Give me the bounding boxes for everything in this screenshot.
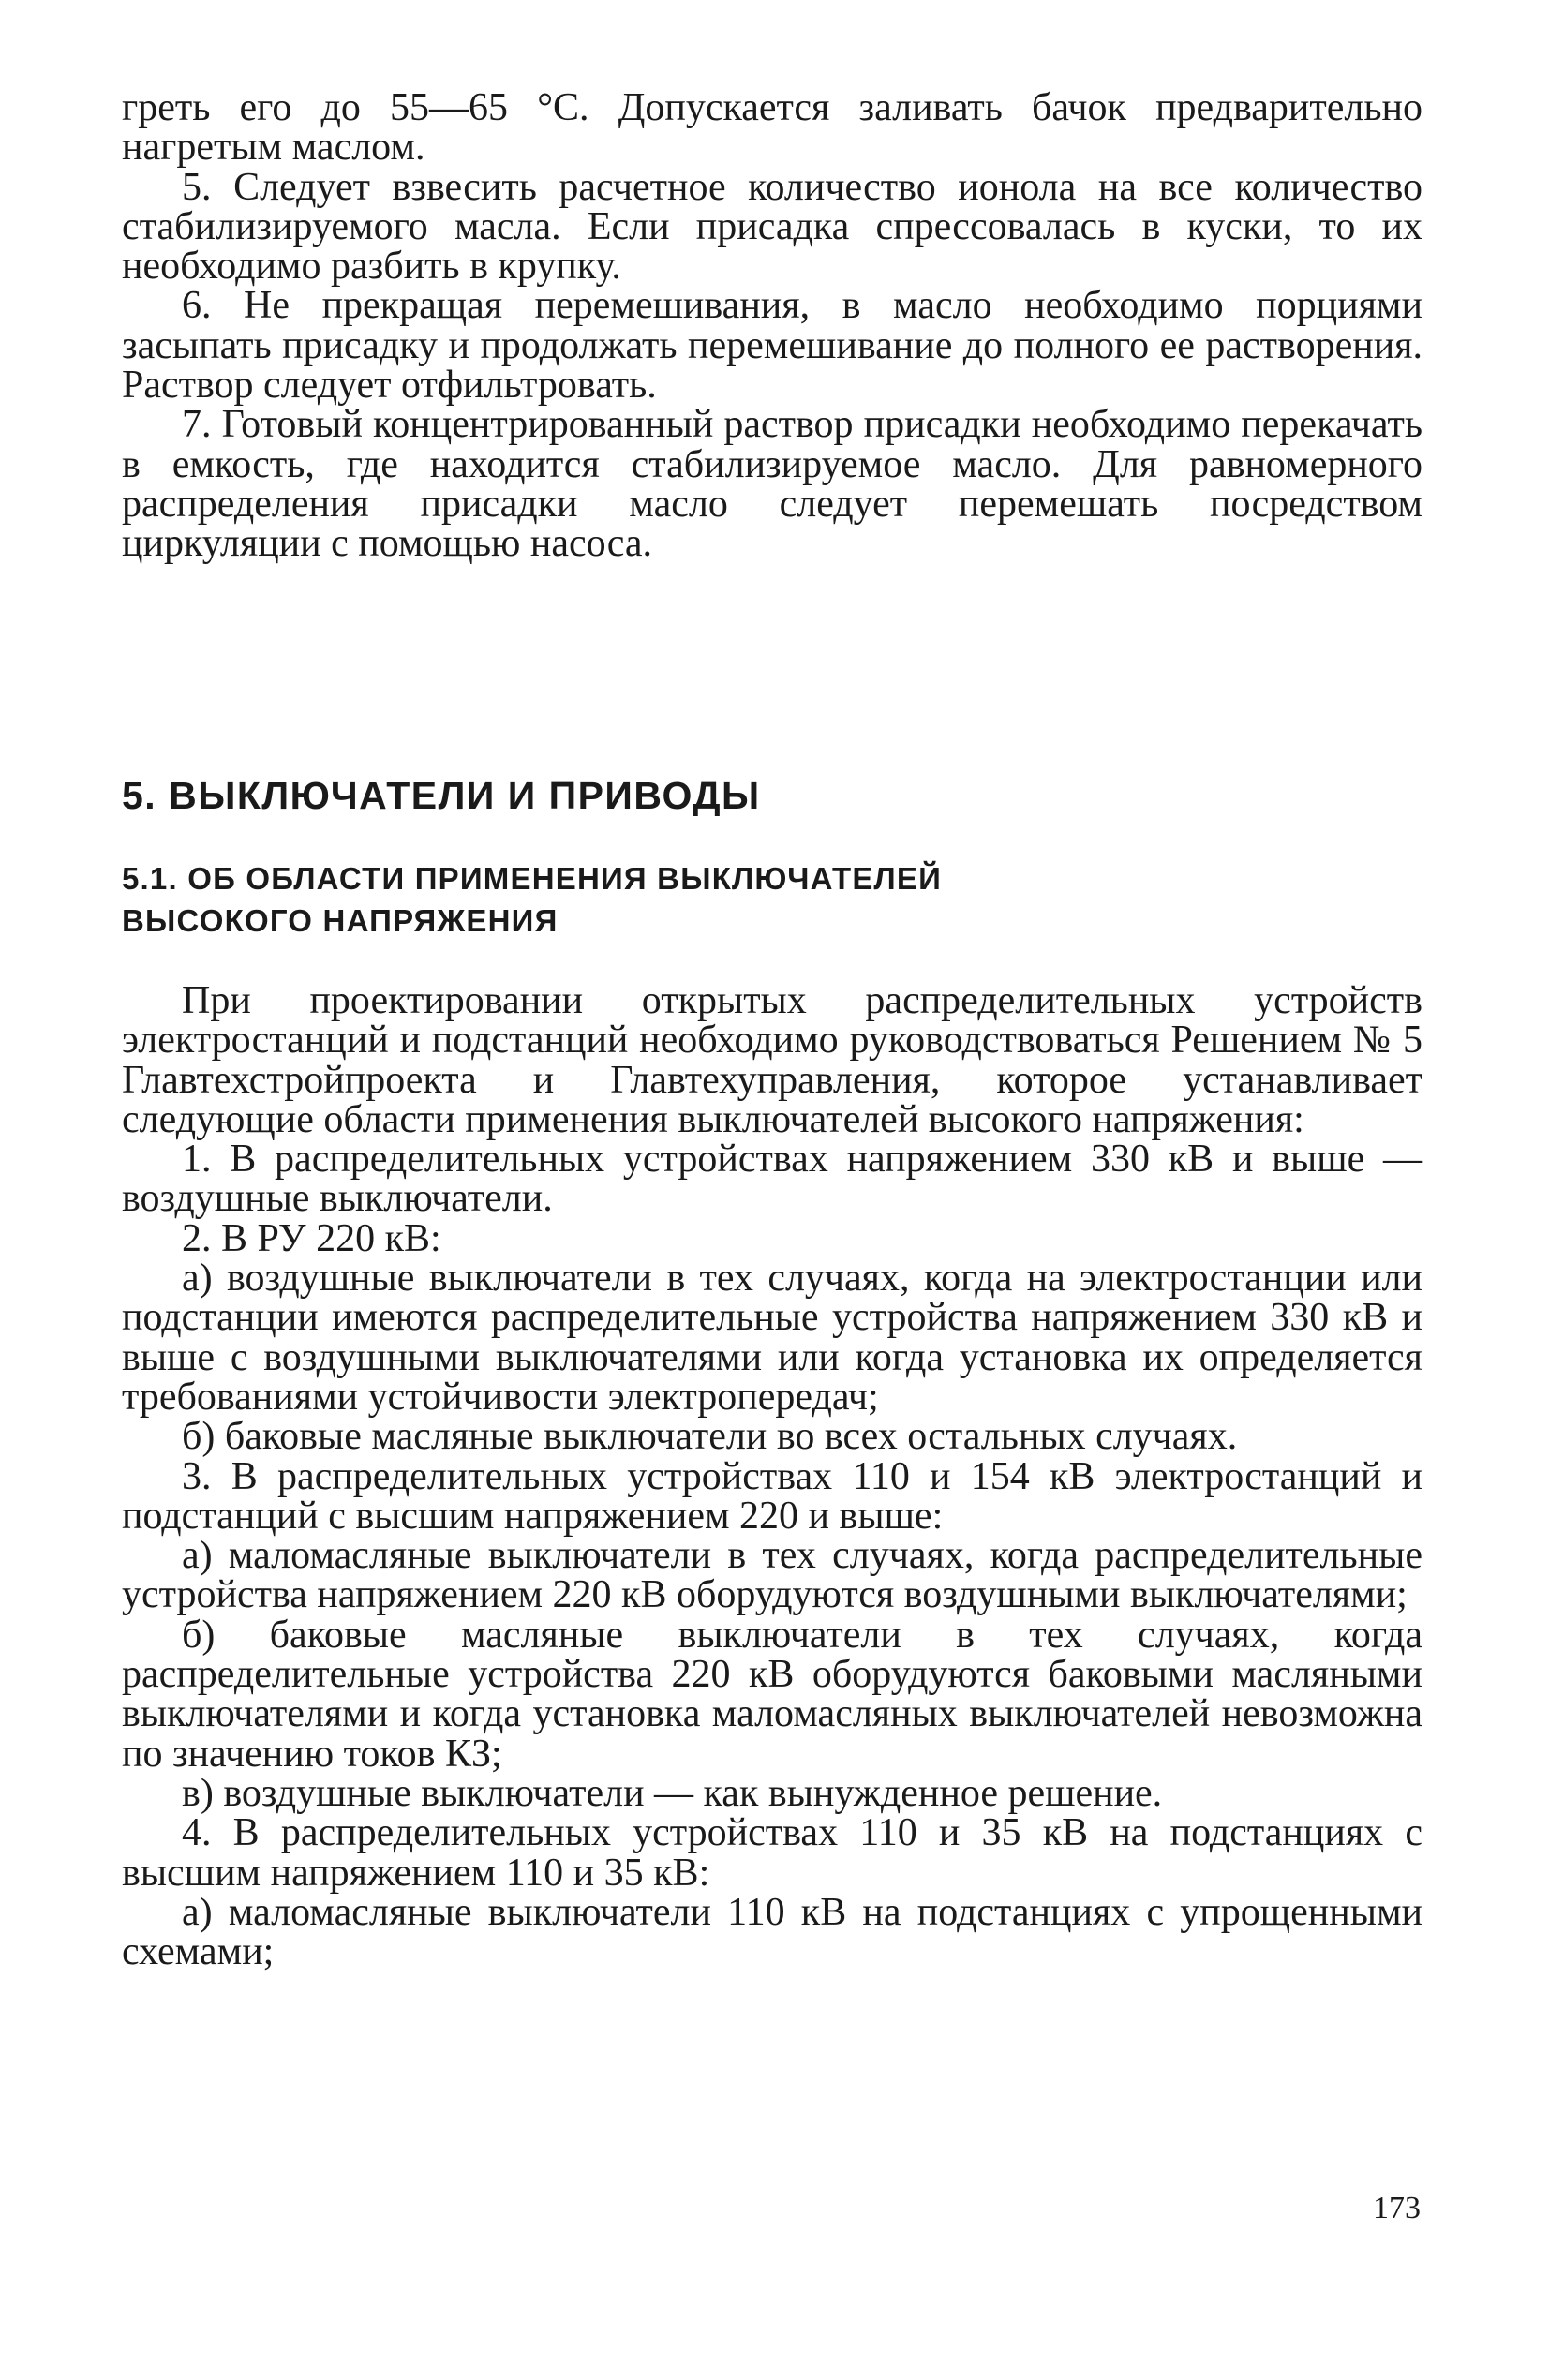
main-text-block [122, 979, 1422, 1974]
list-item-4: 4. В распределительных устройствах 110 и 35 кВ на подстанциях с высшим напряжением 110 и 35 кВ: [122, 1811, 1422, 1895]
list-item-4a: а) маломасляные выключатели 110 кВ на подстанциях с упрощенными схемами; [122, 1890, 1422, 1974]
list-item-3c: в) воздушные выключатели — как вынужденное решение. [182, 1771, 1163, 1815]
paragraph-step-7: 7. Готовый концентрированный раствор присадки необходимо перекачать в емкость, где находится стабилизируемое масло. Для равномерного распределения присадки масло следует перемешать посредством циркуляции с помощью насоса. [122, 403, 1422, 566]
page-number: 173 [1373, 2191, 1421, 2225]
list-item-1: 1. В распределительных устройствах напряжением 330 кВ и выше — воздушные выключатели. [122, 1138, 1422, 1221]
paragraph-step-5: 5. Следует взвесить расчетное количество ионола на все количество стабилизируемого масла. Если присадка спрессовалась в куски, то их необходимо разбить в крупку. [122, 165, 1422, 289]
top-text-block [122, 88, 1422, 564]
subsection-title-line-1: 5.1. ОБ ОБЛАСТИ ПРИМЕНЕНИЯ ВЫКЛЮЧАТЕЛЕЙ [122, 861, 943, 896]
list-item-2: 2. В РУ 220 кВ: [182, 1216, 441, 1260]
subsection-title [122, 857, 1422, 942]
list-item-2a: а) воздушные выключатели в тех случаях, когда на электростанции или подстанции имеются распределительные устройства напряжением 330 кВ и выше с воздушными выключателями или когда установка их определяется требованиями устойчивости электропередач; [122, 1257, 1422, 1419]
paragraph-step-6: 6. Не прекращая перемешивания, в масло необходимо порциями засыпать присадку и продолжать перемешивание до полного ее растворения. Раствор следует отфильтровать. [122, 284, 1422, 408]
list-item-3b: б) баковые масляные выключатели в тех случаях, когда распределительные устройства 220 кВ оборудуются баковыми масляными выключателями и когда установка маломасляных выключателей невозможна по значению токов КЗ; [122, 1613, 1422, 1776]
paragraph-continued: греть его до 55—65 °С. Допускается заливать бачок предварительно нагретым маслом. [122, 86, 1422, 170]
section-title: 5. ВЫКЛЮЧАТЕЛИ И ПРИВОДЫ [122, 774, 761, 817]
subsection-title-line-2: ВЫСОКОГО НАПРЯЖЕНИЯ [122, 903, 559, 938]
paragraph-intro: При проектировании открытых распределительных устройств электростанций и подстанций необходимо руководствоваться Решением № 5 Главтехстройпроекта и Главтехуправления, которое устанавливает следующие области применения выключателей высокого напряжения: [122, 979, 1422, 1141]
list-item-3: 3. В распределительных устройствах 110 и 154 кВ электростанций и подстанций с высшим напряжением 220 и выше: [122, 1454, 1422, 1538]
list-item-3a: а) маломасляные выключатели в тех случаях, когда распределительные устройства напряжением 220 кВ оборудуются воздушными выключателями; [122, 1534, 1422, 1617]
list-item-2b: б) баковые масляные выключатели во всех остальных случаях. [182, 1415, 1238, 1459]
